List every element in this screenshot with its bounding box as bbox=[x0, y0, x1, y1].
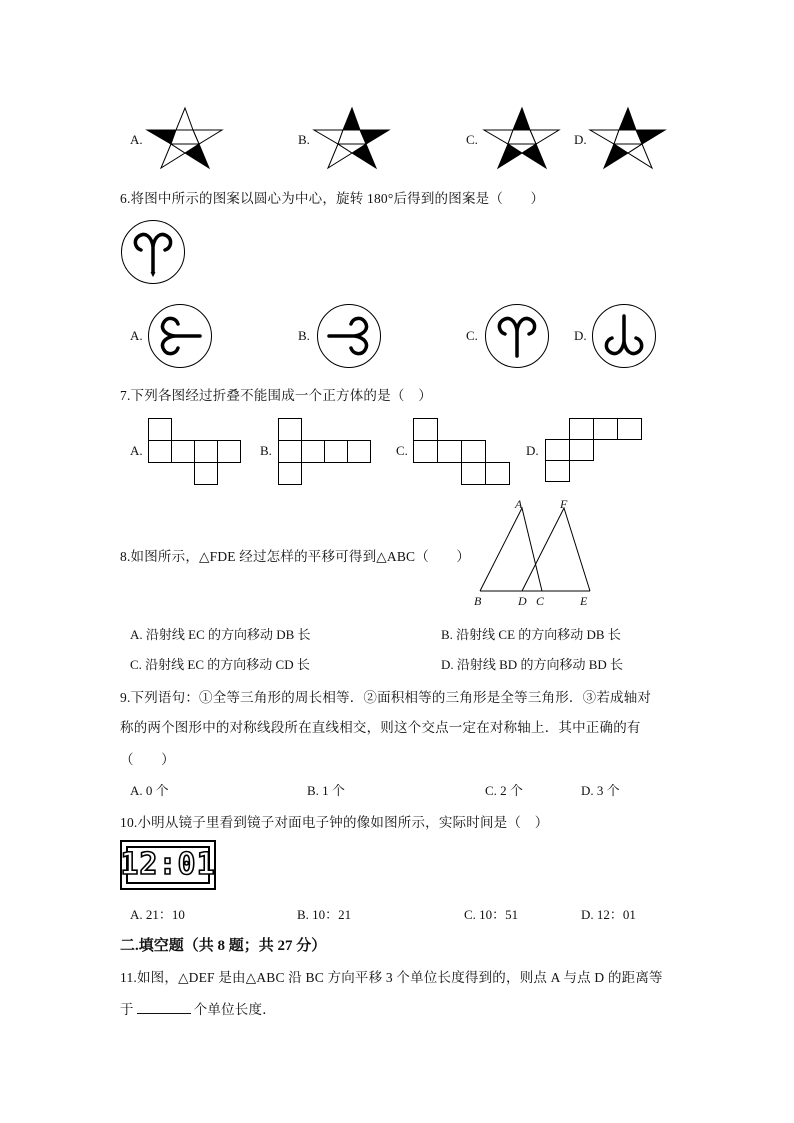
q9-question-line-1: 9.下列语句：①全等三角形的周长相等．②面积相等的三角形是全等三角形．③若成轴对 bbox=[120, 690, 652, 705]
q5-option-b-label: B. bbox=[298, 132, 310, 147]
q7-option-c-label: C. bbox=[396, 443, 408, 458]
q6-option-c-figure bbox=[484, 303, 550, 369]
q8-option-b: B. 沿射线 CE 的方向移动 DB 长 bbox=[441, 627, 621, 642]
q9-question-line-2: 称的两个图形中的对称线段所在直线相交，则这个交点一定在对称轴上．其中正确的有 bbox=[120, 720, 641, 735]
q7-option-d-label: D. bbox=[526, 443, 539, 458]
q8-option-a: A. 沿射线 EC 的方向移动 DB 长 bbox=[130, 627, 311, 642]
q8-triangles-figure bbox=[470, 496, 600, 612]
q8-option-d: D. 沿射线 BD 的方向移动 BD 长 bbox=[441, 657, 624, 672]
q7-question-text: 7.下列各图经过折叠不能围成一个正方体的是（ ） bbox=[120, 388, 432, 403]
q10-clock-digits: 12:01 bbox=[120, 847, 216, 882]
q8-option-c: C. 沿射线 EC 的方向移动 CD 长 bbox=[130, 657, 310, 672]
q8-label-b: B bbox=[474, 594, 482, 608]
q7-net-c-figure bbox=[413, 418, 513, 486]
q8-label-a: A bbox=[515, 497, 523, 511]
q6-option-b-figure bbox=[316, 303, 382, 369]
q5-option-a-label: A. bbox=[130, 132, 143, 147]
q7-option-a-label: A. bbox=[130, 443, 143, 458]
q6-option-a-figure bbox=[147, 303, 213, 369]
q6-option-d-figure bbox=[591, 303, 657, 369]
section-2-title: 二.填空题（共 8 题；共 27 分） bbox=[120, 938, 327, 954]
q7-net-b-figure bbox=[278, 418, 374, 486]
q5-option-d-label: D. bbox=[574, 132, 587, 147]
q5-star-c-figure bbox=[484, 108, 560, 170]
q11-answer-blank[interactable] bbox=[137, 1001, 191, 1014]
q10-option-a: A. 21：10 bbox=[130, 907, 185, 922]
q7-net-a-figure bbox=[148, 418, 244, 486]
q6-option-d-label: D. bbox=[574, 328, 587, 343]
q11-question-line-2 bbox=[120, 998, 276, 1018]
q11-line2-suffix: 个单位长度． bbox=[193, 1002, 276, 1017]
q7-option-b-label: B. bbox=[260, 443, 272, 458]
q6-option-b-label: B. bbox=[298, 328, 310, 343]
q8-label-d: D bbox=[518, 594, 527, 608]
q8-label-e: E bbox=[580, 594, 588, 608]
q6-option-a-label: A. bbox=[130, 328, 143, 343]
q5-star-d-figure bbox=[590, 108, 666, 170]
q9-option-c: C. 2 个 bbox=[485, 783, 523, 798]
q11-question-line-1: 11.如图，△DEF 是由△ABC 沿 BC 方向平移 3 个单位长度得到的，则点 A 与点 D 的距离等 bbox=[120, 970, 663, 985]
q9-option-b: B. 1 个 bbox=[307, 783, 345, 798]
q10-question-text: 10.小明从镜子里看到镜子对面电子钟的像如图所示，实际时间是（ ） bbox=[120, 815, 549, 830]
q10-option-d: D. 12：01 bbox=[581, 907, 636, 922]
q10-option-c: C. 10：51 bbox=[464, 907, 519, 922]
q5-star-a-figure bbox=[147, 108, 223, 170]
q5-star-b-figure bbox=[314, 108, 390, 170]
q11-line2-prefix: 于 bbox=[120, 1002, 134, 1017]
q8-question-text: 8.如图所示，△FDE 经过怎样的平移可得到△ABC（ ） bbox=[120, 549, 471, 564]
q6-original-figure bbox=[120, 219, 186, 285]
q9-question-line-3: （ ） bbox=[120, 752, 175, 767]
q10-option-b: B. 10：21 bbox=[297, 907, 352, 922]
q6-option-c-label: C. bbox=[466, 328, 478, 343]
q9-option-a: A. 0 个 bbox=[130, 783, 169, 798]
q8-label-f: F bbox=[560, 497, 568, 511]
q10-digital-clock-figure bbox=[120, 840, 216, 890]
q7-net-d-figure bbox=[545, 418, 645, 486]
q8-label-c: C bbox=[536, 594, 545, 608]
q5-option-c-label: C. bbox=[466, 132, 478, 147]
q9-option-d: D. 3 个 bbox=[581, 783, 620, 798]
q6-question-text: 6.将图中所示的图案以圆心为中心，旋转 180°后得到的图案是（ ） bbox=[120, 191, 545, 206]
